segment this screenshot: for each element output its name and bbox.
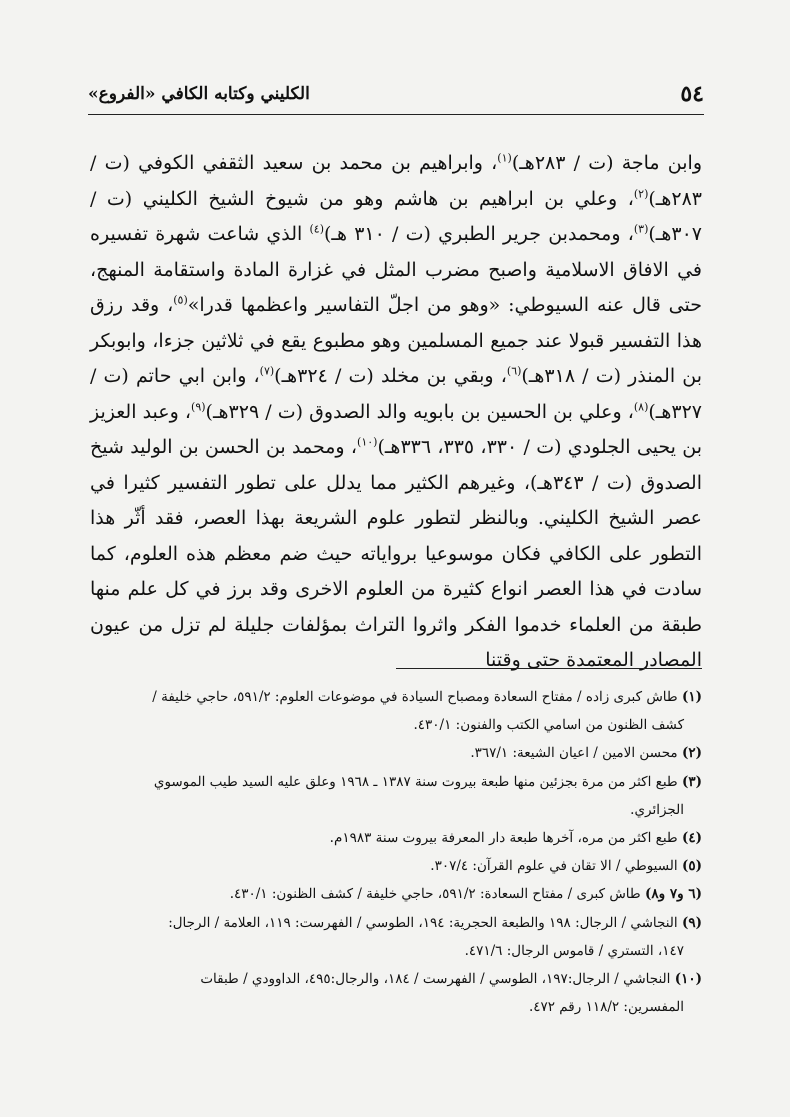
footnote-ref: (٩) bbox=[191, 400, 206, 414]
footnotes bbox=[100, 683, 702, 1021]
footnote-ref: (١) bbox=[497, 151, 512, 165]
footnote-continuation: كشف الظنون من اسامي الكتب والفنون: ٤٣٠/١. bbox=[413, 717, 684, 734]
footnote bbox=[100, 852, 702, 880]
footnote-ref: (٣) bbox=[633, 222, 649, 236]
footnote bbox=[100, 768, 702, 796]
footnote-ref: (٧) bbox=[259, 364, 275, 378]
footnote-number: (١) bbox=[681, 689, 702, 705]
footnote-number: (١٠) bbox=[674, 971, 702, 988]
footnote-ref: (٤) bbox=[309, 222, 325, 236]
footnote bbox=[100, 683, 702, 711]
text-segment: ، ومحمدبن جرير الطبري (ت / ٣١٠ هـ) bbox=[324, 223, 634, 245]
footnote-continuation: ١٤٧، التستري / قاموس الرجال: ٤٧١/٦. bbox=[464, 942, 684, 959]
running-title: الكليني وكتابه الكافي «الفروع» bbox=[88, 84, 310, 104]
footnote-ref: (٨) bbox=[633, 400, 649, 414]
footnote-number: (٦ و٧ و٨) bbox=[644, 886, 702, 903]
footnote-number: (٤) bbox=[681, 830, 702, 847]
text-segment: ، وقد رزق هذا التفسير قبولا عند جميع المسلمين وهو مطبوع يقع في ثلاثين جزءا، وابوبكر بن المنذر (ت / ٣١٨هـ) bbox=[90, 294, 703, 387]
text-segment: ، وعلي بن ابراهيم بن هاشم وهو من شيوخ الشيخ الكليني (ت / ٣٠٧هـ) bbox=[90, 187, 702, 245]
footnote bbox=[100, 909, 702, 937]
footnote-ref: (٥) bbox=[173, 293, 188, 307]
text-segment: ، وبقي بن مخلد (ت / ٣٢٤هـ) bbox=[274, 365, 507, 387]
footnote-number: (٩) bbox=[681, 914, 702, 931]
main-text bbox=[90, 146, 702, 679]
text-segment: ، وعلي بن الحسين بن بابويه والد الصدوق (ت / ٣٢٩هـ) bbox=[205, 400, 634, 423]
footnote-ref: (٦) bbox=[506, 364, 522, 378]
footnote-ref: (١٠) bbox=[357, 435, 378, 449]
page-number: ٥٤ bbox=[680, 81, 704, 107]
text-segment: وابن ماجة (ت / ٢٨٣هـ) bbox=[511, 152, 702, 174]
footnote-text: النجاشي / الرجال: ١٩٨ والطبعة الحجرية: ١٩٤، الطوسي / الفهرست: ١١٩، العلامة / الرجال: bbox=[168, 914, 682, 931]
header-rule bbox=[88, 114, 704, 115]
footnote-number: (٣) bbox=[681, 773, 702, 790]
text-segment: الذي شاعت شهرة تفسيره في الافاق الاسلامية واصبح مضرب المثل في غزارة المادة واستقامة المنهج، حتى قال عنه السيوطي: «وهو من اجلّ التفاسير واعظمها قدرا» bbox=[90, 223, 702, 316]
footnote bbox=[100, 739, 702, 767]
text-segment: ، ومحمد بن الحسن بن الوليد شيخ الصدوق (ت / ٣٤٣هـ)، وغيرهم الكثير مما يدلل على تطور التفسير كثيرا في عصر الشيخ الكليني. وبالنظر لتطور علوم الشريعة بهذا العصر، فقد أثّر هذا التطور على الكافي فكان موسوعيا برواياته حيث ضم معظم هذه العلوم، كما سادت في هذا العصر انواع كثيرة من العلوم الاخرى وقد برز في كل علم منها طبقة من العلماء خدموا الفكر واثروا التراث بمؤلفات جليلة لم تزل من عيون المصادر المعتمدة حتى وقتنا bbox=[90, 436, 702, 671]
footnote-text: طاش كبرى / مفتاح السعادة: ٥٩١/٢، حاجي خليفة / كشف الظنون: ٤٣٠/١. bbox=[229, 886, 645, 903]
text-segment: ، وعبد العزيز بن يحيى الجلودي (ت / ٣٣٠، ٣٣٥، ٣٣٦هـ) bbox=[90, 400, 703, 458]
body-paragraph bbox=[90, 146, 702, 679]
footnote-text: طبع اكثر من مره، آخرها طبعة دار المعرفة بيروت سنة ١٩٨٣م. bbox=[329, 830, 682, 847]
footnote bbox=[100, 824, 702, 852]
text-segment: ، وابن ابي حاتم (ت / ٣٢٧هـ) bbox=[90, 365, 703, 423]
footnote-text: طبع اكثر من مرة بجزئين منها طبعة بيروت سنة ١٣٨٧ ـ ١٩٦٨ وعلق عليه السيد طيب الموسوي bbox=[153, 773, 682, 790]
footnote-text: النجاشي / الرجال:١٩٧، الطوسي / الفهرست / ١٨٤، والرجال:٤٩٥، الداوودي / طبقات bbox=[200, 971, 675, 988]
footnote-text: محسن الامين / اعيان الشيعة: ٣٦٧/١. bbox=[470, 745, 682, 762]
footnote-text: السيوطي / الا تقان في علوم القرآن: ٣٠٧/٤. bbox=[430, 858, 682, 875]
page-header bbox=[88, 76, 704, 112]
footnote-text: طاش كبرى زاده / مفتاح السعادة ومصباح السيادة في موضوعات العلوم: ٥٩١/٢، حاجي خليفة / bbox=[152, 689, 682, 705]
text-segment: ، وابراهيم بن محمد بن سعيد الثقفي الكوفي (ت / ٢٨٣هـ) bbox=[90, 152, 702, 210]
footnote bbox=[100, 880, 702, 908]
footnote-number: (٥) bbox=[681, 858, 702, 875]
footnote bbox=[100, 965, 702, 993]
footnote-rule bbox=[396, 668, 702, 669]
footnote-continuation: المفسرين: ١١٨/٢ رقم ٤٧٢. bbox=[528, 999, 684, 1016]
footnote-number: (٢) bbox=[681, 745, 702, 762]
footnote-ref: (٢) bbox=[633, 187, 649, 201]
footnote-continuation: الجزائري. bbox=[630, 801, 684, 818]
